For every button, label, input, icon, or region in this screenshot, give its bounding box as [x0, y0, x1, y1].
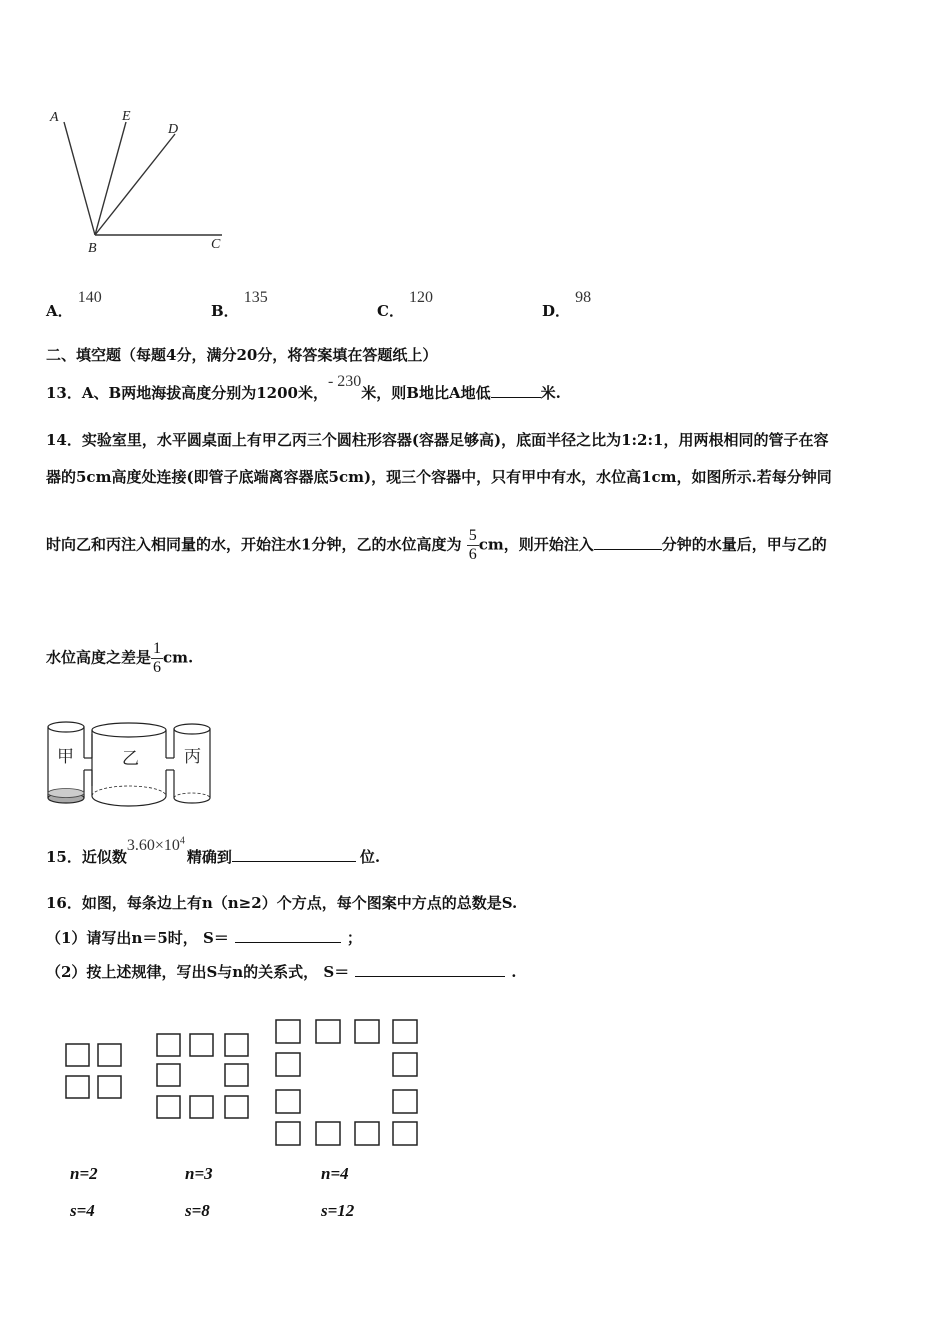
pattern-n3-s-label: s=8: [185, 1201, 210, 1220]
label-e: E: [122, 109, 131, 124]
square-dot: [225, 1034, 248, 1056]
square-dot: [190, 1096, 213, 1118]
square-dot: [157, 1034, 180, 1056]
option-c[interactable]: C． 120: [377, 289, 434, 320]
square-dot: [98, 1076, 121, 1098]
containers-figure: [44, 718, 219, 812]
label-c: C: [211, 237, 221, 252]
square-dot: [225, 1096, 248, 1118]
option-a[interactable]: A． 140: [46, 289, 102, 320]
option-d[interactable]: D． 98: [542, 289, 592, 320]
pattern-n4: [276, 1020, 417, 1145]
q15-answer-blank[interactable]: [232, 847, 356, 862]
dot-patterns: [60, 1012, 430, 1152]
label-b: B: [88, 241, 97, 256]
q16-part1: （1）请写出n＝5时， S＝ ；: [46, 929, 362, 947]
square-dot: [66, 1076, 89, 1098]
pipe-right: [166, 758, 174, 770]
fraction-5-6: $\frac{5}{6}$: [468, 527, 477, 563]
pattern-n2-s-label: s=4: [70, 1201, 95, 1220]
square-dot: [66, 1044, 89, 1066]
fraction-1-6: $\frac{1}{6}$: [153, 640, 162, 676]
pattern-n3: [157, 1034, 248, 1118]
square-dot: [393, 1020, 417, 1043]
pattern-n2: [66, 1044, 121, 1098]
label-jia: 甲: [57, 747, 74, 766]
square-dot: [355, 1122, 379, 1145]
q13-value: - 230: [327, 373, 362, 390]
question-16: 16．如图，每条边上有n（n≥2）个方点，每个图案中方点的总数是S.: [46, 894, 518, 912]
square-dot: [276, 1090, 300, 1113]
q14-answer-blank[interactable]: [594, 535, 662, 550]
label-yi: 乙: [122, 749, 139, 768]
square-dot: [393, 1122, 417, 1145]
container-yi: [92, 723, 166, 806]
square-dot: [276, 1020, 300, 1043]
label-bing: 丙: [184, 747, 201, 766]
question-13: 13．A、B两地海拔高度分别为1200米，- 230米，则B地比A地低 米.: [46, 373, 561, 402]
ray-ba: [64, 122, 95, 235]
square-dot: [225, 1064, 248, 1086]
q14-line3: 时向乙和丙注入相同量的水，开始注水1分钟，乙的水位高度为 $\frac{5}{6}$ cm，则开始注入 分钟的水量后，甲与乙的: [46, 527, 827, 563]
question-15: 15．近似数$3.60\times 10^4$精确到 位.: [46, 835, 381, 866]
square-dot: [98, 1044, 121, 1066]
pattern-n4-s-label: s=12: [321, 1201, 355, 1220]
container-jia: [48, 722, 84, 803]
q16-part2: （2）按上述规律，写出S与n的关系式， S＝ .: [46, 963, 517, 981]
pattern-n2-n-label: n=2: [70, 1164, 98, 1183]
section-title: 二、填空题（每题4分，满分20分，将答案填在答题纸上）: [46, 346, 438, 364]
q16-part1-blank[interactable]: [235, 928, 341, 943]
approx-number: $3.60\times 10^4$: [126, 835, 185, 854]
square-dot: [157, 1096, 180, 1118]
container-bing: [174, 724, 210, 803]
q16-part2-blank[interactable]: [355, 962, 505, 977]
ray-bd: [95, 134, 175, 235]
q13-answer-blank[interactable]: [491, 383, 541, 398]
ray-be: [95, 122, 126, 235]
square-dot: [157, 1064, 180, 1086]
pattern-n4-n-label: n=4: [321, 1164, 349, 1183]
square-dot: [355, 1020, 379, 1043]
label-d: D: [168, 122, 179, 137]
q14-line2: 器的5cm高度处连接(即管子底端离容器底5cm)，现三个容器中，只有甲中有水，水位高1cm，如图所示.若每分钟同: [46, 468, 832, 486]
square-dot: [393, 1053, 417, 1076]
q14-line1: 14．实验室里，水平圆桌面上有甲乙丙三个圆柱形容器(容器足够高)，底面半径之比为1:2:1，用两根相同的管子在容: [46, 431, 829, 449]
square-dot: [316, 1122, 340, 1145]
square-dot: [393, 1090, 417, 1113]
label-a: A: [50, 110, 59, 125]
pattern-n3-n-label: n=3: [185, 1164, 213, 1183]
square-dot: [276, 1122, 300, 1145]
option-b[interactable]: B． 135: [211, 289, 268, 320]
q14-line4: 水位高度之差是 $\frac{1}{6}$ cm.: [46, 640, 194, 676]
square-dot: [316, 1020, 340, 1043]
angle-figure: [40, 100, 240, 260]
square-dot: [190, 1034, 213, 1056]
pipe-left: [84, 734, 92, 786]
square-dot: [276, 1053, 300, 1076]
